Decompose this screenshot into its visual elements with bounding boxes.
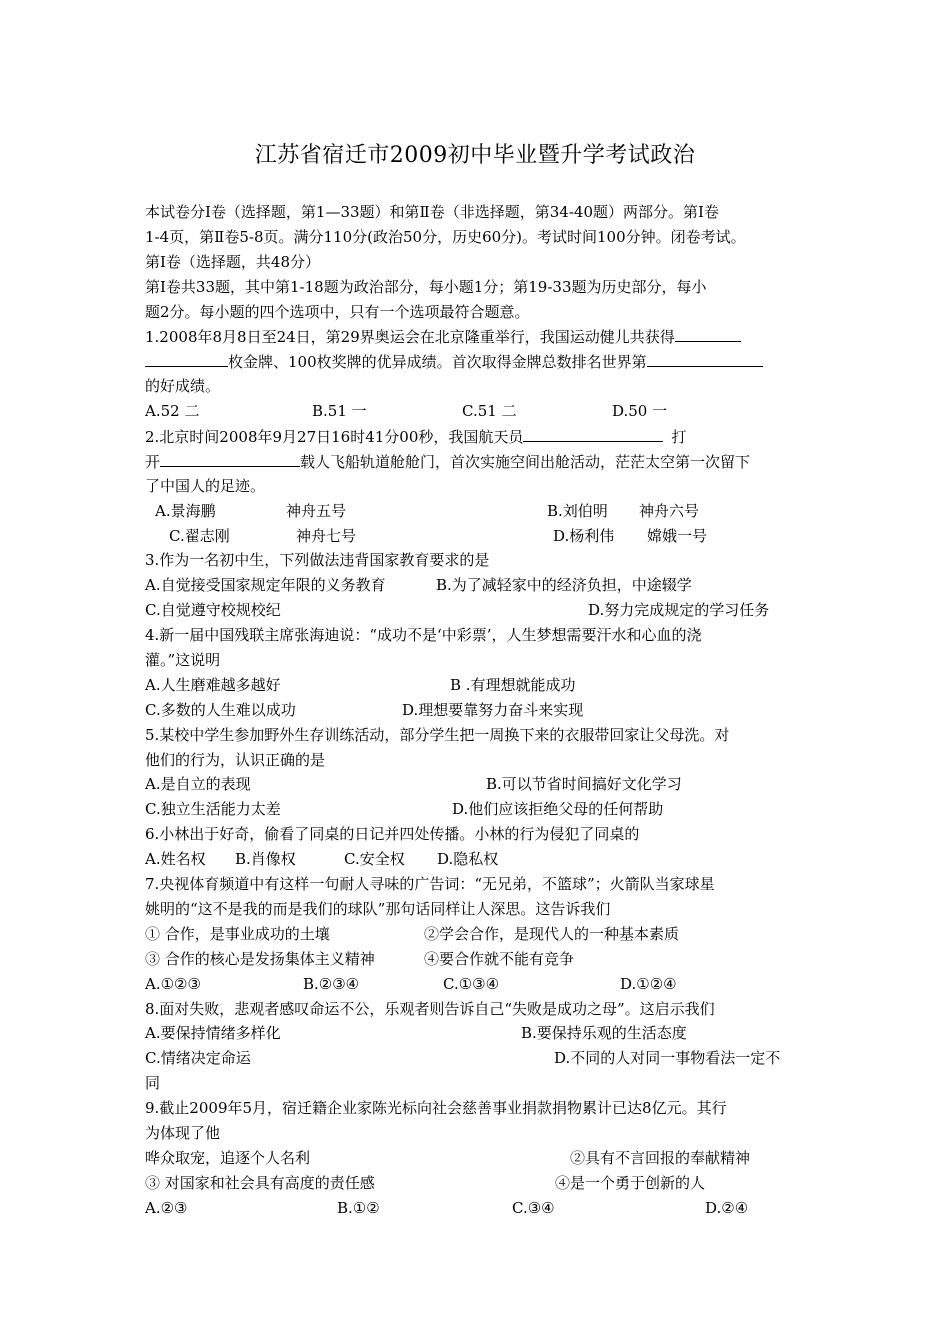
question-2-stem: 了中国人的足迹。 <box>145 476 266 495</box>
question-1-stem <box>145 324 813 349</box>
exam-body <box>145 200 813 1221</box>
question-4-stem: 4.新一届中国残联主席张海迪说：“成功不是‘中彩票’，人生梦想需要汗水和心血的浇 <box>145 626 702 645</box>
option-b[interactable]: B.为了减轻家中的经济负担，中途辍学 <box>436 576 692 595</box>
question-text: 枚金牌、100枚奖牌的优异成绩。首次取得金牌总数排名世界第 <box>228 353 647 372</box>
question-7-statements <box>145 922 813 947</box>
question-5-options <box>145 797 813 822</box>
option-a[interactable]: A.是自立的表现 <box>145 775 251 794</box>
question-1-options <box>145 399 813 424</box>
option-d[interactable]: D.杨利伟 <box>553 526 615 545</box>
question-6-options <box>145 847 813 872</box>
option-b[interactable]: B.①② <box>337 1198 380 1217</box>
option-d[interactable]: D.他们应该拒绝父母的任何帮助 <box>452 800 664 819</box>
question-7-statements <box>145 947 813 972</box>
question-3-options <box>145 598 813 623</box>
option-b[interactable]: B.刘伯明 <box>547 501 608 520</box>
question-9-stem: 为体现了他 <box>145 1123 221 1142</box>
question-9-stem: 9.截止2009年5月，宿迁籍企业家陈光标向社会慈善事业捐款捐物累计已达8亿元。其行 <box>145 1099 727 1118</box>
option-d[interactable]: D.②④ <box>705 1198 749 1217</box>
option-b-detail: 神舟六号 <box>639 501 700 520</box>
question-text: 2.北京时间2008年9月27日16时41分00秒，我国航天员 <box>145 428 524 447</box>
question-8-options <box>145 1021 813 1046</box>
answer-blank <box>145 349 228 367</box>
answer-blank <box>160 449 300 467</box>
option-d-continued: 同 <box>145 1074 161 1093</box>
intro-line: 题2分。每小题的四个选项中，只有一个选项最符合题意。 <box>145 302 530 321</box>
statement-2: ②学会合作，是现代人的一种基本素质 <box>424 924 680 943</box>
option-a[interactable]: A.自觉接受国家规定年限的义务教育 <box>145 576 386 595</box>
question-1-stem <box>145 349 813 374</box>
option-b[interactable]: B.②③④ <box>303 974 360 993</box>
option-a[interactable]: A.要保持情绪多样化 <box>145 1024 281 1043</box>
option-c[interactable]: C.自觉遵守校规校纪 <box>145 601 281 620</box>
option-b[interactable]: B.肖像权 <box>235 850 296 869</box>
option-a[interactable]: A.52 二 <box>145 402 200 421</box>
option-c[interactable]: C.独立生活能力太差 <box>145 800 281 819</box>
question-2-options <box>145 499 813 524</box>
statement-4: ④是一个勇于创新的人 <box>555 1173 706 1192</box>
option-d[interactable]: D.理想要靠努力奋斗来实现 <box>402 700 584 719</box>
option-d[interactable]: D.①②④ <box>620 974 677 993</box>
option-b[interactable]: B .有理想就能成功 <box>450 675 576 694</box>
question-9-statements <box>145 1171 813 1196</box>
option-a-detail: 神舟五号 <box>286 501 347 520</box>
question-7-stem: 姚明的“这不是我的而是我们的球队”那句话同样让人深思。这告诉我们 <box>145 899 611 918</box>
statement-4: ④要合作就不能有竞争 <box>424 949 575 968</box>
answer-blank <box>675 324 741 342</box>
option-c-detail: 神舟七号 <box>296 526 357 545</box>
question-8-stem: 8.面对失败，悲观者感叹命运不公，乐观者则告诉自己“失败是成功之母”。这启示我们 <box>145 999 715 1018</box>
option-a[interactable]: A.景海鹏 <box>155 501 216 520</box>
option-d[interactable]: D.50 一 <box>612 402 668 421</box>
option-b[interactable]: B.要保持乐观的生活态度 <box>521 1024 687 1043</box>
page-title: 江苏省宿迁市2009初中毕业暨升学考试政治 <box>254 143 696 168</box>
option-a[interactable]: A.姓名权 <box>145 850 206 869</box>
question-5-stem: 他们的行为，认识正确的是 <box>145 750 326 769</box>
option-a[interactable]: A.②③ <box>145 1198 188 1217</box>
option-b[interactable]: B.51 一 <box>312 402 367 421</box>
question-9-statements <box>145 1146 813 1171</box>
option-d[interactable]: D.不同的人对同一事物看法一定不 <box>554 1049 781 1068</box>
option-d-detail: 嫦娥一号 <box>647 526 708 545</box>
question-6-stem: 6.小林出于好奇，偷看了同桌的日记并四处传播。小林的行为侵犯了同桌的 <box>145 825 640 844</box>
statement-3: ③ 对国家和社会具有高度的责任感 <box>145 1173 375 1192</box>
answer-blank <box>647 349 763 367</box>
option-c[interactable]: C.①③④ <box>443 974 500 993</box>
question-7-stem: 7.央视体育频道中有这样一句耐人寻味的广告词：“无兄弟，不篮球”；火箭队当家球星 <box>145 875 715 894</box>
statement-3: ③ 合作的核心是发扬集体主义精神 <box>145 949 375 968</box>
option-d[interactable]: D.隐私权 <box>437 850 499 869</box>
option-c[interactable]: C.翟志刚 <box>169 526 230 545</box>
question-5-stem: 5.某校中学生参加野外生存训练活动，部分学生把一周换下来的衣服带回家让父母洗。对 <box>145 725 730 744</box>
question-2-stem <box>145 449 813 474</box>
question-3-options <box>145 573 813 598</box>
option-b[interactable]: B.可以节省时间搞好文化学习 <box>486 775 682 794</box>
question-2-stem <box>145 424 813 449</box>
question-4-options <box>145 698 813 723</box>
option-c[interactable]: C.安全权 <box>344 850 405 869</box>
statement-2: ②具有不言回报的奉献精神 <box>570 1148 751 1167</box>
statement-1: 哗众取宠，追逐个人名利 <box>145 1148 311 1167</box>
option-c[interactable]: C.多数的人生难以成功 <box>145 700 296 719</box>
option-c[interactable]: C.③④ <box>512 1198 555 1217</box>
question-text: 1.2008年8月8日至24日，第29界奥运会在北京隆重举行，我国运动健儿共获得 <box>145 328 675 347</box>
intro-line: 第Ⅰ卷共33题，其中第1-18题为政治部分，每小题1分；第19-33题为历史部分，每小 <box>145 277 707 296</box>
option-c[interactable]: C.情绪决定命运 <box>145 1049 251 1068</box>
option-d[interactable]: D.努力完成规定的学习任务 <box>588 601 770 620</box>
option-a[interactable]: A.①②③ <box>145 974 201 993</box>
statement-1: ① 合作，是事业成功的土壤 <box>145 924 330 943</box>
answer-blank <box>523 424 663 442</box>
intro-line: 1-4页，第Ⅱ卷5-8页。满分110分(政治50分，历史60分)。考试时间100分钟。闭卷考试。 <box>145 227 746 246</box>
option-a[interactable]: A.人生磨难越多越好 <box>145 675 281 694</box>
question-text: 载人飞船轨道舱舱门，首次实施空间出舱活动，茫茫太空第一次留下 <box>300 452 751 471</box>
option-c[interactable]: C.51 二 <box>462 402 517 421</box>
question-4-stem: 灌。”这说明 <box>145 651 221 670</box>
question-8-options <box>145 1046 813 1071</box>
question-3-stem: 3.作为一名初中生，下列做法违背国家教育要求的是 <box>145 551 490 570</box>
question-text: 开 <box>145 452 161 471</box>
question-2-options <box>145 524 813 549</box>
question-7-options <box>145 972 813 997</box>
intro-line: 本试卷分Ⅰ卷（选择题，第1—33题）和第Ⅱ卷（非选择题，第34-40题）两部分。第Ⅰ卷 <box>145 203 719 221</box>
question-9-options <box>145 1196 813 1221</box>
question-4-options <box>145 673 813 698</box>
question-5-options <box>145 772 813 797</box>
question-1-stem: 的好成绩。 <box>145 377 221 396</box>
question-text: 打 <box>671 428 687 447</box>
section-heading: 第Ⅰ卷（选择题，共48分） <box>145 252 321 271</box>
